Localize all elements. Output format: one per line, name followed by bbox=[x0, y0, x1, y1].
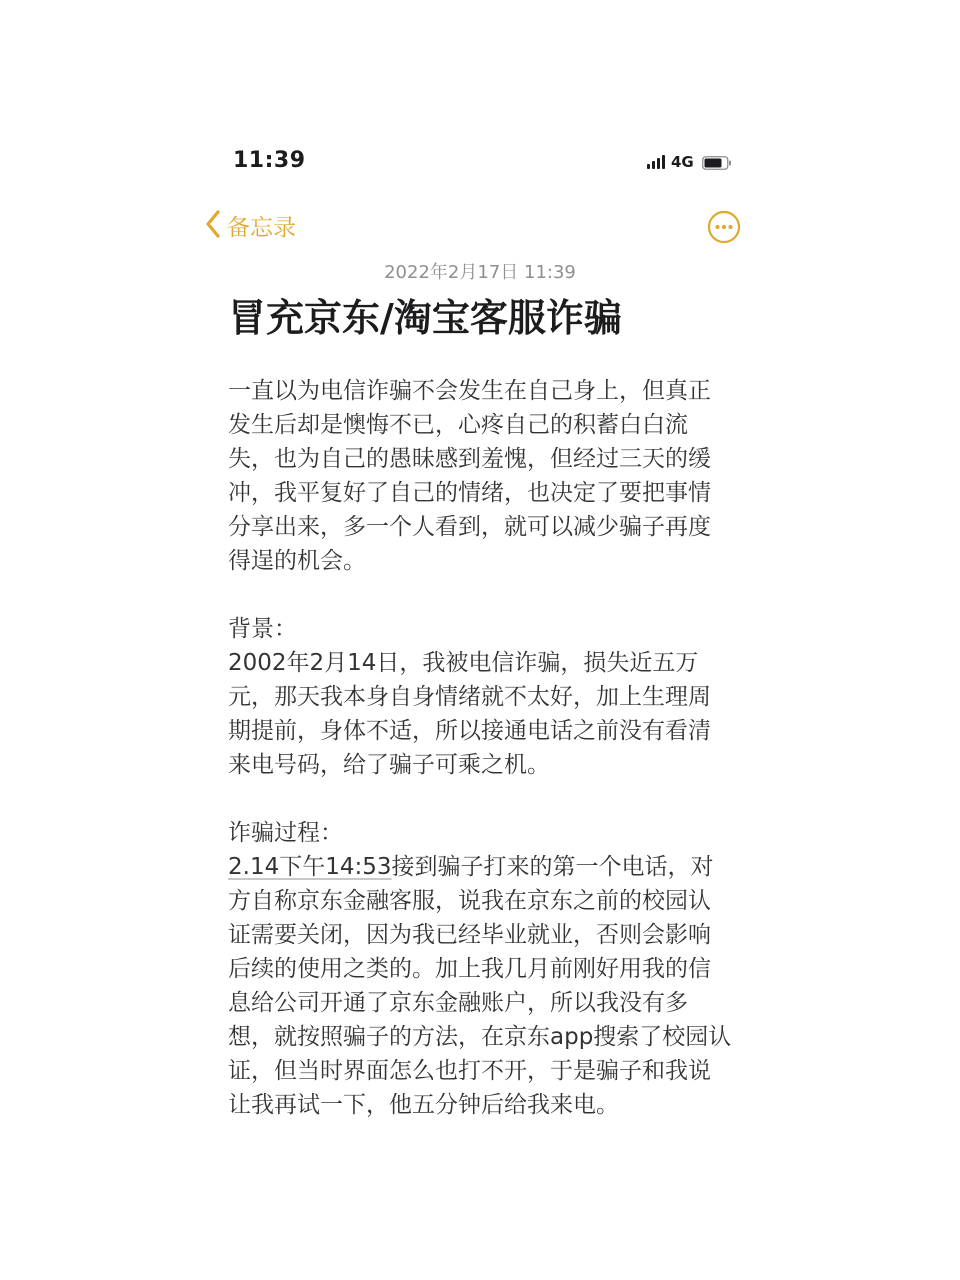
note-intro-paragraph: 一直以为电信诈骗不会发生在自己身上，但真正发生后却是懊悔不已，心疼自己的积蓄白白流失，也为自己的愚昧感到羞愧，但经过三天的缓冲，我平复好了自己的情绪，也决定了要把事情分享出来，多一个人看到，就可以减少骗子再度得逞的机会。 bbox=[228, 378, 711, 574]
chevron-left-icon bbox=[205, 210, 221, 242]
note-title[interactable]: 冒充京东/淘宝客服诈骗 bbox=[228, 296, 622, 340]
battery-icon bbox=[702, 155, 732, 169]
ellipsis-circle-icon bbox=[707, 229, 741, 248]
status-indicators bbox=[647, 152, 732, 172]
cellular-signal-icon bbox=[647, 155, 665, 169]
more-options-button[interactable] bbox=[707, 210, 741, 244]
status-time: 11:39 bbox=[233, 148, 306, 173]
process-paragraph bbox=[228, 850, 733, 1122]
back-button[interactable] bbox=[205, 209, 296, 242]
note-body[interactable] bbox=[228, 374, 733, 1156]
back-label: 备忘录 bbox=[227, 215, 296, 241]
status-bar bbox=[0, 140, 960, 184]
process-heading: 诈骗过程： bbox=[228, 820, 343, 846]
network-type: 4G bbox=[671, 153, 694, 171]
navigation-bar bbox=[0, 205, 960, 249]
background-paragraph: 2002年2月14日，我被电信诈骗，损失近五万元，那天我本身自身情绪就不太好，加上生理周期提前，身体不适，所以接通电话之前没有看清来电号码，给了骗子可乘之机。 bbox=[228, 650, 711, 778]
process-text: 接到骗子打来的第一个电话，对方自称京东金融客服，说我在京东之前的校园认证需要关闭，因为我已经毕业就业，否则会影响后续的使用之类的。加上我几月前刚好用我的信息给公司开通了京东金融账户，所以我没有多想，就按照骗子的方法，在京东app搜索了校园认证，但当时界面怎么也打不开，于是骗子和我说让我再试一下，他五分钟后给我来电。 bbox=[228, 854, 732, 1118]
date-time-link[interactable]: 2.14下午14:53 bbox=[228, 854, 392, 880]
note-date: 2022年2月17日 11:39 bbox=[384, 262, 576, 283]
background-heading: 背景： bbox=[228, 616, 297, 642]
